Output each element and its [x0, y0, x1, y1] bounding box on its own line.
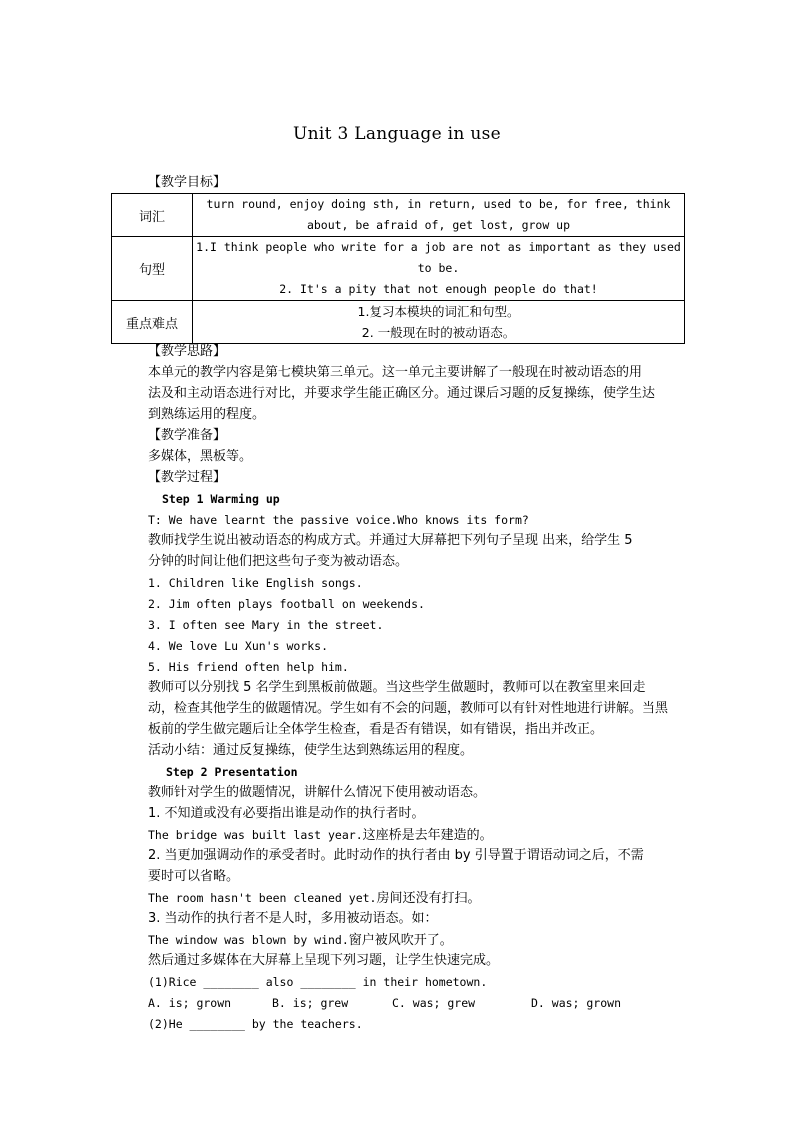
approach-text-2: 法及和主动语态进行对比，并要求学生能正确区分。通过课后习题的反复操练，使学生达 — [148, 386, 656, 401]
question-1-option-c: C. was; grew — [392, 996, 476, 1010]
rule-2-line-1: 2. 当更加强调动作的承受者时。此时动作的执行者由 by 引导置于谓语动词之后，不需 — [148, 848, 644, 863]
question-1-option-b: B. is; grew — [272, 996, 349, 1010]
objectives-table — [111, 193, 685, 344]
sentence-item: 4. We love Lu Xun's works. — [148, 639, 329, 653]
approach-heading: 【教学思路】 — [148, 344, 227, 359]
sentence-line-2: to be. — [417, 261, 460, 275]
exercise-intro: 然后通过多媒体在大屏幕上呈现下列习题，让学生快速完成。 — [148, 953, 500, 968]
example-2-english: The room hasn't been cleaned yet. — [148, 891, 377, 905]
step1-teacher-question: T: We have learnt the passive voice.Who knows its form? — [148, 513, 529, 527]
example-1-english: The bridge was built last year. — [148, 828, 363, 842]
example-3 — [148, 932, 453, 949]
vocab-line-2: about, be afraid of, get lost, grow up — [306, 218, 571, 232]
teacher-note-3: 板前的学生做完题后让全体学生检查，看是否有错误，如有错误，指出并改正。 — [148, 722, 604, 737]
sentence-item: 1. Children like English songs. — [148, 576, 363, 590]
sentence-line-3: 2. It's a pity that not enough people do that! — [279, 282, 598, 296]
objectives-heading: 【教学目标】 — [148, 175, 227, 190]
key-label: 重点难点 — [112, 301, 193, 344]
question-1: (1)Rice ________ also ________ in their hometown. — [148, 975, 488, 989]
sentence-line-1: 1.I think people who write for a job are not as important as they used — [196, 240, 681, 254]
example-3-chinese: 窗户被风吹开了。 — [348, 933, 453, 948]
question-1-option-d: D. was; grown — [531, 996, 622, 1010]
example-2 — [148, 890, 481, 907]
sentence-item: 3. I often see Mary in the street. — [148, 618, 384, 632]
vocab-content — [193, 194, 685, 237]
approach-text-3: 到熟练运用的程度。 — [148, 407, 266, 422]
sentence-item: 2. Jim often plays football on weekends. — [148, 597, 425, 611]
page-title: Unit 3 Language in use — [293, 124, 501, 144]
rule-1: 1. 不知道或没有必要指出谁是动作的执行者时。 — [148, 806, 425, 821]
example-1 — [148, 827, 493, 844]
prep-heading: 【教学准备】 — [148, 428, 227, 443]
teacher-note-2: 动，检查其他学生的做题情况。学生如有不会的问题，教师可以有针对性地进行讲解。当黑 — [148, 701, 669, 716]
teacher-note-1: 教师可以分别找 5 名学生到黑板前做题。当这些学生做题时，教师可以在教室里来回走 — [148, 680, 646, 695]
activity-summary: 活动小结：通过反复操练，使学生达到熟练运用的程度。 — [148, 743, 474, 758]
question-1-option-a: A. is; grown — [148, 996, 232, 1010]
vocab-line-1: turn round, enjoy doing sth, in return, used to be, for free, think — [206, 197, 671, 211]
vocab-label: 词汇 — [112, 194, 193, 237]
rule-3: 3. 当动作的执行者不是人时，多用被动语态。如： — [148, 911, 438, 926]
approach-text-1: 本单元的教学内容是第七模块第三单元。这一单元主要讲解了一般现在时被动语态的用 — [148, 365, 643, 380]
step2-intro: 教师针对学生的做题情况，讲解什么情况下使用被动语态。 — [148, 785, 487, 800]
vocab-row — [112, 194, 685, 237]
sentence-content — [193, 237, 685, 301]
sentence-item: 5. His friend often help him. — [148, 660, 349, 674]
step1-desc-2: 分钟的时间让他们把这些句子变为被动语态。 — [148, 554, 409, 569]
key-content — [193, 301, 685, 344]
key-row — [112, 301, 685, 344]
process-heading: 【教学过程】 — [148, 470, 227, 485]
prep-text: 多媒体，黑板等。 — [148, 449, 253, 464]
question-2: (2)He ________ by the teachers. — [148, 1017, 363, 1031]
step1-title: Step 1 Warming up — [162, 492, 280, 506]
sentence-label: 句型 — [112, 237, 193, 301]
step1-desc-1: 教师找学生说出被动语态的构成方式。并通过大屏幕把下列句子呈现 出来，给学生 5 — [148, 533, 633, 548]
example-2-chinese: 房间还没有打扫。 — [376, 891, 481, 906]
example-1-chinese: 这座桥是去年建造的。 — [362, 828, 493, 843]
example-3-english: The window was blown by wind. — [148, 933, 349, 947]
step2-title: Step 2 Presentation — [166, 765, 298, 779]
key-line-1: 1.复习本模块的词汇和句型。 — [357, 304, 520, 319]
rule-2-line-2: 要时可以省略。 — [148, 869, 240, 884]
sentence-row — [112, 237, 685, 301]
key-line-2: 2. 一般现在时的被动语态。 — [361, 325, 516, 340]
